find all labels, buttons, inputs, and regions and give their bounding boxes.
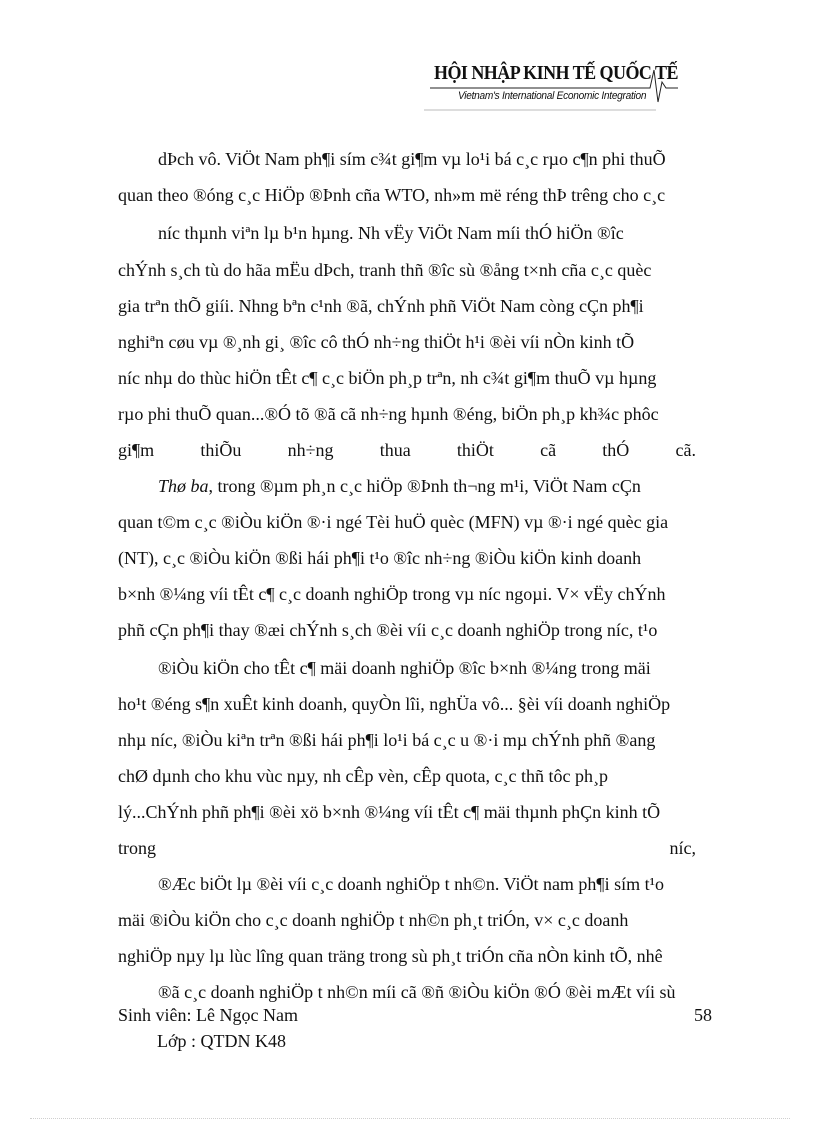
body-line: chÝnh s¸ch tù do hãa mËu dÞch, tranh thñ ®îc sù ®ång t×nh cña c¸c quèc — [118, 260, 652, 280]
body-line — [158, 475, 696, 497]
body-line: (NT), c¸c ®iÒu kiÖn ®ßi hái ph¶i t¹o ®îc nh÷ng ®iÒu kiÖn kinh doanh — [118, 548, 642, 568]
body-line: lý...ChÝnh phñ ph¶i ®èi xö b×nh ®¼ng víi tÊt c¶ mäi thµnh phÇn kinh tÕ — [118, 802, 661, 822]
body-line: níc nhµ do thùc hiÖn tÊt c¶ c¸c biÖn ph¸p trªn, nh c¾t gi¶m thuÕ vµ hµng — [118, 368, 657, 388]
word: cã. — [675, 440, 696, 460]
word: nh÷ng — [287, 440, 334, 460]
word: níc, — [669, 838, 696, 858]
header-subtitle: Vietnam's International Economic Integration — [458, 90, 647, 102]
justified-line — [118, 439, 696, 461]
word: trong — [118, 838, 156, 858]
body-line: nghiÖp nµy lµ lùc lîng quan träng trong sù ph¸t triÓn cña nÒn kinh tÕ, nhê — [118, 946, 663, 966]
body-line: ®ã c¸c doanh nghiÖp t nh©n míi cã ®ñ ®iÒu kiÖn ®Ó ®èi mÆt víi sù — [158, 982, 676, 1002]
body-line: nhµ níc, ®iÒu kiªn trªn ®ßi hái ph¶i lo¹i bá c¸c u ®·i mµ chÝnh phñ ®ang — [118, 730, 656, 750]
word: gi¶m — [118, 440, 155, 460]
justified-line — [118, 837, 696, 859]
header-title: HỘI NHẬP KINH TẾ QUỐC TẾ — [434, 62, 678, 84]
body-line: dÞch vô. ViÖt Nam ph¶i sím c¾t gi¶m vµ lo¹i bá c¸c rµo c¶n phi thuÕ — [158, 149, 666, 169]
word: thiÕu — [200, 440, 242, 460]
italic-lead: Thø ba — [158, 476, 209, 496]
word: thÓ — [602, 440, 630, 460]
body-line: nghiªn cøu vµ ®¸nh gi¸ ®îc cô thÓ nh÷ng thiÖt h¹i ®èi víi nÒn kinh tÕ — [118, 332, 635, 352]
body-line: gia trªn thÕ giíi. Nhng bªn c¹nh ®ã, chÝnh phñ ViÖt Nam còng cÇn ph¶i — [118, 296, 644, 316]
body-line-rest: , trong ®µm ph¸n c¸c hiÖp ®Þnh th¬ng m¹i, ViÖt Nam cÇn — [208, 476, 641, 496]
word: cã — [540, 440, 557, 460]
body-line: b×nh ®¼ng víi tÊt c¶ c¸c doanh nghiÖp trong vµ níc ngoµi. V× vËy chÝnh — [118, 584, 666, 604]
page-number: 58 — [694, 1005, 712, 1025]
body-line: rµo phi thuÕ quan...®Ó tõ ®ã cã nh÷ng hµnh ®éng, biÖn ph¸p kh¾c phôc — [118, 404, 659, 424]
word: thua — [379, 440, 411, 460]
body-line: quan theo ®óng c¸c HiÖp ®Þnh cña WTO, nh»m më réng thÞ trêng cho c¸c — [118, 185, 666, 205]
body-line: chØ dµnh cho khu vùc nµy, nh cÊp vèn, cÊp quota, c¸c thñ tôc ph¸p — [118, 766, 608, 786]
body-line: ®Æc biÖt lµ ®èi víi c¸c doanh nghiÖp t nh©n. ViÖt nam ph¶i sím t¹o — [158, 874, 664, 894]
footer-student-name: Sinh viên: Lê Ngọc Nam — [118, 1005, 298, 1025]
body-line: mäi ®iÒu kiÖn cho c¸c doanh nghiÖp t nh©n ph¸t triÓn, v× c¸c doanh — [118, 910, 629, 930]
journal-header — [416, 52, 678, 120]
body-line: ho¹t ®éng s¶n xuÊt kinh doanh, quyÒn lîi, nghÜa vô... §èi víi doanh nghiÖp — [118, 694, 671, 714]
footer-class: Lớp : QTDN K48 — [157, 1031, 287, 1051]
bottom-rule — [30, 1118, 790, 1119]
word: thiÖt — [456, 440, 494, 460]
body-line: phñ cÇn ph¶i thay ®æi chÝnh s¸ch ®èi víi c¸c doanh nghiÖp trong níc, t¹o — [118, 620, 658, 640]
body-line: quan t©m c¸c ®iÒu kiÖn ®·i ngé Tèi huÖ quèc (MFN) vµ ®·i ngé quèc gia — [118, 512, 669, 532]
body-line: níc thµnh viªn lµ b¹n hµng. Nh vËy ViÖt Nam míi thÓ hiÖn ®îc — [158, 223, 624, 243]
body-line: ®iÒu kiÖn cho tÊt c¶ mäi doanh nghiÖp ®îc b×nh ®¼ng trong mäi — [158, 658, 651, 678]
